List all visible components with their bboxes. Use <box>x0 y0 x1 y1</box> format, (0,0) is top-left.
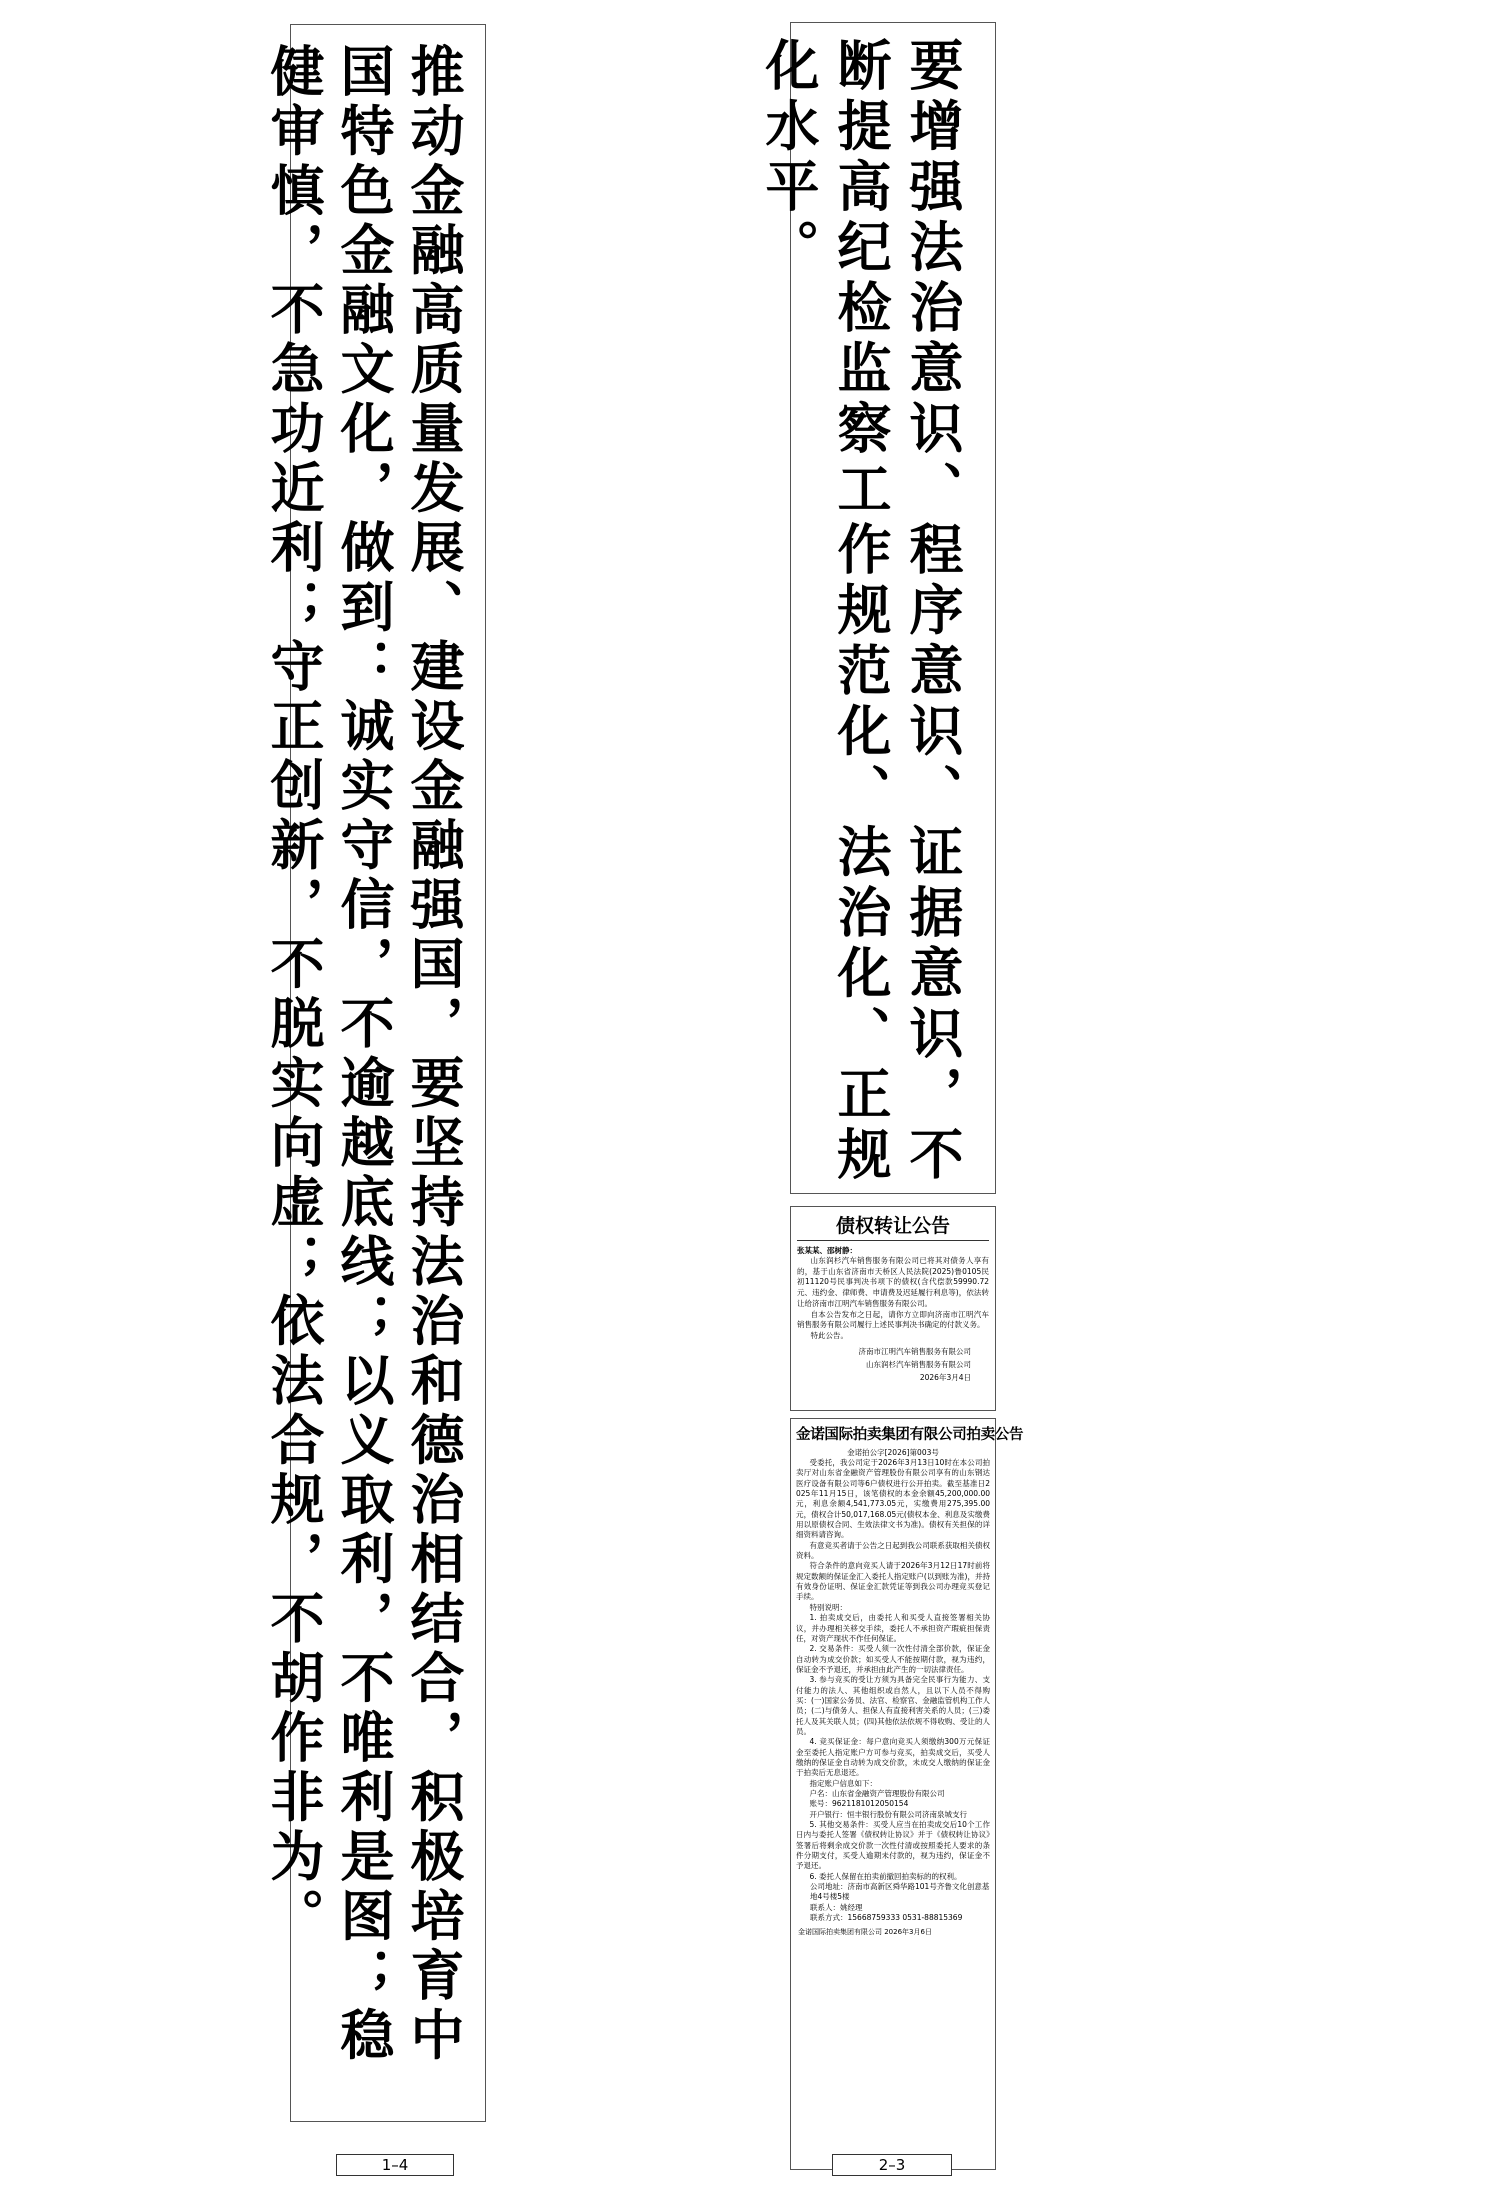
auction-notice-paragraph: 特别说明： <box>809 1602 847 1612</box>
banner-left-text: 推动金融高质量发展、建设金融强国，要坚持法治和德治相结合，积极培育中国特色金融文化，做到：诚实守信，不逾越底线；以义取利，不唯利是图；稳健审慎，不急功近利；守正创新，不脱实向虚；依法合规，不胡作非为。 <box>262 43 466 2066</box>
signature-date: 2026年3月4日 <box>919 1372 971 1382</box>
auction-notice-paragraph: 3. 参与竞买的受让方须为具备完全民事行为能力、支付能力的法人、其他组织或自然人，且以下人员不得购买：(一)国家公务员、法官、检察官、金融监管机构工作人员；(二)与债务人、担保人有直接利害关系的人员；(三)委托人及其关联人员；(四)其他依法依规不得收购、受让的人员。 <box>796 1675 990 1736</box>
auction-notice-paragraph: 1. 拍卖成交后，由委托人和买受人直接签署相关协议，并办理相关移交手续，委托人不承担资产瑕疵担保责任，对资产现状不作任何保证。 <box>796 1613 990 1643</box>
banner-right <box>757 22 996 1194</box>
auction-notice-number: 金诺拍公字[2026]第003号 <box>847 1448 939 1457</box>
auction-notice-paragraph: 5. 其他交易条件：买受人应当在拍卖成交后10个工作日内与委托人签署《债权转让协议》并于《债权转让协议》签署后将剩余成交价款一次性付清或按照委托人要求的条件分期支付，买受人逾期未付款的，视为违约，保证金不予退还。 <box>796 1820 990 1871</box>
debt-notice-paragraph: 山东润杉汽车销售服务有限公司已将其对债务人享有的，基于山东省济南市天桥区人民法院(2025)鲁0105民初11120号民事判决书项下的债权(含代偿款59990.72元、违约金、律师费、申请费及迟延履行利息等)，依法转让给济南市江明汽车销售服务有限公司。 <box>797 1256 989 1308</box>
banner-left <box>262 24 486 2122</box>
auction-contact-address: 公司地址：济南市高新区舜华路101号齐鲁文化创意基地4号楼5楼 <box>810 1882 990 1902</box>
banner-right-text: 要增强法治意识、程序意识、证据意识，不断提高纪检监察工作规范化、法治化、正规化水平。 <box>757 37 965 1187</box>
auction-notice-account: 开户银行：恒丰银行股份有限公司济南泉城支行 <box>809 1809 967 1819</box>
auction-notice-paragraph: 6. 委托人保留在拍卖前撤回拍卖标的的权利。 <box>809 1871 962 1881</box>
auction-contact-phone: 联系方式：15668759333 0531-88815369 <box>810 1913 963 1923</box>
debt-notice-addressee: 张某某、邵树静： <box>797 1246 857 1255</box>
page-label-right: 2–3 <box>832 2154 952 2176</box>
auction-notice-title: 金诺国际拍卖集团有限公司拍卖公告 <box>796 1427 1024 1443</box>
auction-notice-paragraph: 2. 交易条件：买受人须一次性付清全部价款，保证金自动转为成交价款；如买受人不能按期付款，视为违约，保证金不予退还，并承担由此产生的一切法律责任。 <box>796 1644 990 1674</box>
page-label-left: 1–4 <box>336 2154 454 2176</box>
debt-notice-paragraph: 自本公告发布之日起，请你方立即向济南市江明汽车销售服务有限公司履行上述民事判决书确定的付款义务。 <box>797 1309 989 1330</box>
auction-notice-paragraph: 受委托，我公司定于2026年3月13日10时在本公司拍卖厅对山东省金融资产管理股份有限公司享有的山东钢达医疗设备有限公司等6户债权进行公开拍卖。截至基准日2025年11月15日，该笔债权的本金余额45,200,000.00元，利息余额4,541,773.05元，实缴费用275,395.00元，债权合计50,017,168.05元(债权本金、利息及实缴费用以原债权合同、生效法律文书为准)。债权有关担保的详细资料请咨询。 <box>796 1458 990 1540</box>
debt-notice-title: 债权转让公告 <box>797 1211 989 1241</box>
signature-line: 山东润杉汽车销售服务有限公司 <box>866 1359 971 1369</box>
auction-notice-paragraph: 4. 竞买保证金：每户意向竞买人须缴纳300万元保证金至委托人指定账户方可参与竞买，拍卖成交后，买受人缴纳的保证金自动转为成交价款，未成交人缴纳的保证金于拍卖后无息退还。 <box>796 1737 990 1778</box>
auction-notice <box>790 1418 1024 2170</box>
debt-notice-paragraph: 特此公告。 <box>810 1330 848 1340</box>
debt-notice-signature <box>797 1345 989 1384</box>
auction-notice-account: 户名：山东省金融资产管理股份有限公司 <box>809 1789 945 1798</box>
auction-notice-paragraph: 有意竞买者请于公告之日起到我公司联系获取相关债权资料。 <box>796 1540 990 1561</box>
debt-transfer-notice <box>790 1206 996 1411</box>
signature-line: 济南市江明汽车销售服务有限公司 <box>858 1346 971 1356</box>
auction-notice-signature: 金诺国际拍卖集团有限公司 2026年3月6日 <box>798 1928 932 1937</box>
auction-contact-person: 联系人：姚经理 <box>810 1902 863 1912</box>
auction-notice-paragraph: 指定账户信息如下： <box>809 1778 877 1788</box>
auction-notice-paragraph: 符合条件的意向竞买人请于2026年3月12日17时前将规定数额的保证金汇入委托人指定账户(以到账为准)，并持有效身份证明、保证金汇款凭证等到我公司办理竞买登记手续。 <box>796 1561 990 1602</box>
auction-notice-account: 账号：9621181012050154 <box>809 1799 909 1809</box>
